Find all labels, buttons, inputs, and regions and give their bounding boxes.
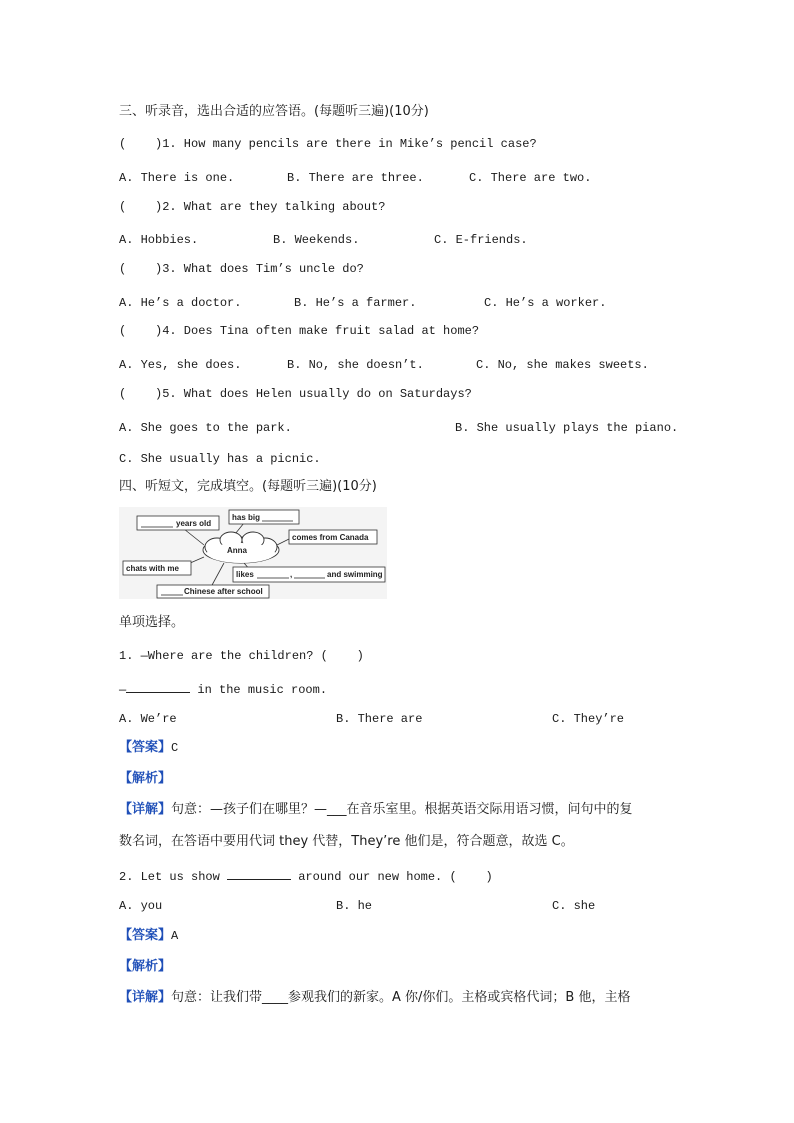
q3-2-option-b: B. Weekends. — [273, 233, 360, 247]
q5-1-stem: 1. —Where are the children? ( ) — [119, 649, 364, 663]
q3-4-option-a: A. Yes, she does. — [119, 358, 242, 372]
q5-1-option-a: A. We’re — [119, 712, 177, 726]
q5-2-option-c: C. she — [552, 899, 596, 913]
q3-1-option-a: A. There is one. — [119, 171, 235, 185]
q5-2-stem: 2. Let us show around our new home. ( ) — [119, 867, 493, 885]
q5-1-option-c: C. They’re — [552, 712, 625, 726]
svg-text:,: , — [290, 570, 293, 579]
has-big-text: has big — [232, 513, 261, 522]
q5-2-analysis-tag: 【解析】 — [119, 959, 172, 974]
and-swimming-text: and swimming — [327, 570, 383, 579]
q3-1-option-c: C. There are two. — [469, 171, 592, 185]
q3-2-stem: ( )2. What are they talking about? — [119, 200, 386, 214]
q3-5-option-c: C. She usually has a picnic. — [119, 452, 321, 466]
comes-from-text: comes from Canada — [292, 533, 369, 542]
q5-2-answer: 【答案】A — [119, 928, 179, 943]
likes-text: likes — [236, 570, 254, 579]
q5-1-detail-1: 【详解】句意：—孩子们在哪里？—___在音乐室里。根据英语交际用语习惯，问句中的复 — [119, 802, 633, 817]
q3-4-stem: ( )4. Does Tina often make fruit salad at home? — [119, 324, 480, 338]
q3-4-option-b: B. No, she doesn’t. — [287, 358, 424, 372]
q3-2-option-c: C. E-friends. — [434, 233, 528, 247]
section4-heading: 四、听短文，完成填空。(每题听三遍)(10分) — [119, 479, 377, 494]
q5-1-analysis-tag: 【解析】 — [119, 771, 172, 786]
q5-2-detail-1: 【详解】句意：让我们带____参观我们的新家。A 你/你们。主格或宾格代词；B 他，主格 — [119, 990, 631, 1005]
anna-mind-map — [119, 507, 387, 599]
q3-2-option-a: A. Hobbies. — [119, 233, 199, 247]
q5-1-detail-2: 数名词，在答语中要用代词 they 代替，They’re 他们是，符合题意，故选 C。 — [119, 834, 574, 849]
q5-2-blank — [227, 867, 291, 880]
q5-1-answer: 【答案】C — [119, 740, 179, 755]
q3-5-stem: ( )5. What does Helen usually do on Saturdays? — [119, 387, 472, 401]
q3-3-stem: ( )3. What does Tim’s uncle do? — [119, 262, 364, 276]
q3-5-option-a: A. She goes to the park. — [119, 421, 292, 435]
q3-4-option-c: C. No, she makes sweets. — [476, 358, 649, 372]
q3-1-stem: ( )1. How many pencils are there in Mike’s pencil case? — [119, 137, 537, 151]
q5-1-blank — [126, 680, 190, 693]
q3-3-option-b: B. He’s a farmer. — [294, 296, 417, 310]
chats-with-text: chats with me — [126, 564, 179, 573]
q5-2-option-b: B. he — [336, 899, 373, 913]
q3-3-option-a: A. He’s a doctor. — [119, 296, 242, 310]
q3-1-option-b: B. There are three. — [287, 171, 424, 185]
q5-1-reply: — in the music room. — [119, 680, 327, 698]
years-old-text: years old — [176, 519, 212, 528]
after-school-text: Chinese after school — [184, 587, 263, 596]
q3-3-option-c: C. He’s a worker. — [484, 296, 607, 310]
section5-heading: 单项选择。 — [119, 615, 185, 630]
q5-2-option-a: A. you — [119, 899, 163, 913]
q5-1-option-b: B. There are — [336, 712, 423, 726]
section3-heading: 三、听录音，选出合适的应答语。(每题听三遍)(10分) — [119, 104, 429, 119]
anna-label: Anna — [227, 546, 247, 555]
q3-5-option-b: B. She usually plays the piano. — [455, 421, 679, 435]
